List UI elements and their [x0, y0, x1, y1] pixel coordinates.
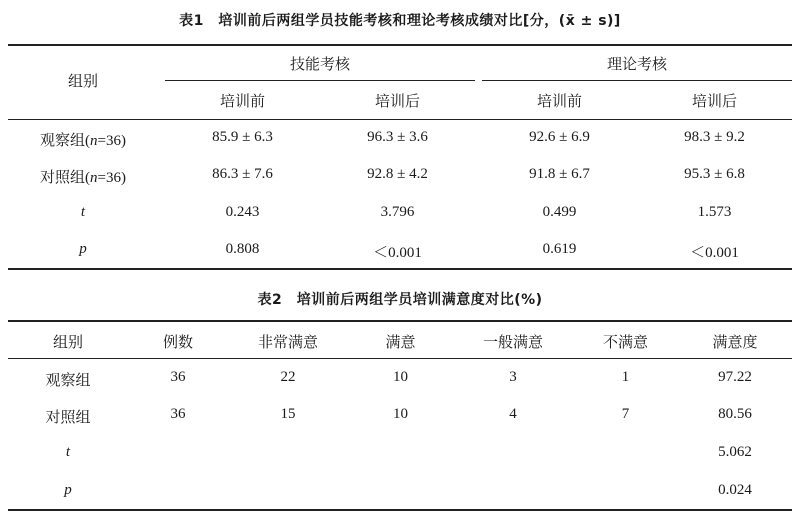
table1-cell: 91.8 ± 6.7	[529, 166, 590, 182]
table2-caption: 表2 培训前后两组学员培训满意度对比(%)	[257, 292, 543, 308]
table2-cell: 1	[621, 369, 630, 385]
table1-cell: 0.808	[225, 241, 260, 257]
table2-row-label: p	[64, 482, 72, 498]
table2-cell: 3	[509, 369, 517, 385]
table1-theory-before-header: 培训前	[536, 94, 582, 110]
table2-header: 不满意	[602, 335, 648, 351]
table2-header: 例数	[162, 335, 193, 351]
table1-skill-header: 技能考核	[289, 57, 350, 73]
table2-cell: 10	[393, 369, 408, 385]
table2-header: 组别	[52, 335, 83, 351]
table2-cell: 80.56	[718, 406, 752, 422]
table1-theory-header: 理论考核	[606, 57, 667, 73]
table2-cell: 22	[280, 369, 296, 385]
table1-cell: 0.243	[225, 204, 260, 220]
table1-row-label: t	[80, 204, 86, 220]
table1-header-rule	[8, 119, 792, 120]
table1-caption: 表1 培训前后两组学员技能考核和理论考核成绩对比[分，(x̄ ± s)]	[179, 13, 621, 29]
table1-cell: ＜0.001	[690, 245, 739, 261]
table1-cell: 95.3 ± 6.8	[684, 166, 745, 182]
table1-cell: 98.3 ± 9.2	[684, 129, 745, 145]
table2-cell: 4	[509, 406, 517, 422]
table1-cell: 3.796	[380, 204, 415, 220]
table1-row-label: p	[79, 241, 87, 257]
table1-theory-span-rule	[482, 80, 792, 81]
table2-cell: 7	[621, 406, 630, 422]
table1-cell: 92.6 ± 6.9	[529, 129, 590, 145]
table2-bottom-rule	[8, 509, 792, 511]
table1-cell: 96.3 ± 3.6	[367, 129, 428, 145]
table2-header-rule	[8, 358, 792, 359]
table2-cell: 36	[170, 406, 186, 422]
table2-header: 满意	[385, 335, 416, 351]
table2-cell: 0.024	[718, 482, 752, 498]
table1-theory-after-header: 培训后	[691, 94, 737, 110]
table2-cell: 36	[170, 369, 186, 385]
table1-cell: 92.8 ± 4.2	[367, 166, 428, 182]
table1-top-rule	[8, 44, 792, 46]
table1-cell: 1.573	[697, 204, 732, 220]
table1-bottom-rule	[8, 268, 792, 270]
table2-cell: 15	[280, 406, 296, 422]
table1-cell: ＜0.001	[373, 245, 422, 261]
table2-row-label: 对照组	[45, 410, 91, 426]
table2-row-label: 观察组	[45, 373, 91, 389]
table1-skill-span-rule	[165, 80, 475, 81]
table2-cell: 5.062	[718, 444, 752, 460]
table1-cell: 0.619	[542, 241, 577, 257]
table1-skill-after-header: 培训后	[374, 94, 420, 110]
table2-row-label: t	[65, 444, 71, 460]
table1-cell: 86.3 ± 7.6	[212, 166, 273, 182]
table1-group-header: 组别	[67, 74, 98, 90]
table2-top-rule	[8, 320, 792, 322]
table2-header: 非常满意	[257, 335, 318, 351]
table2-cell: 10	[393, 406, 408, 422]
table1-cell: 0.499	[542, 204, 577, 220]
table1-cell: 85.9 ± 6.3	[212, 129, 273, 145]
table1-row-label: 观察组(n=36)	[40, 133, 126, 149]
table1-row-label: 对照组(n=36)	[40, 170, 126, 186]
table2-header: 满意度	[712, 335, 758, 351]
table2-cell: 97.22	[718, 369, 752, 385]
table2-header: 一般满意	[482, 335, 543, 351]
table1-skill-before-header: 培训前	[219, 94, 265, 110]
